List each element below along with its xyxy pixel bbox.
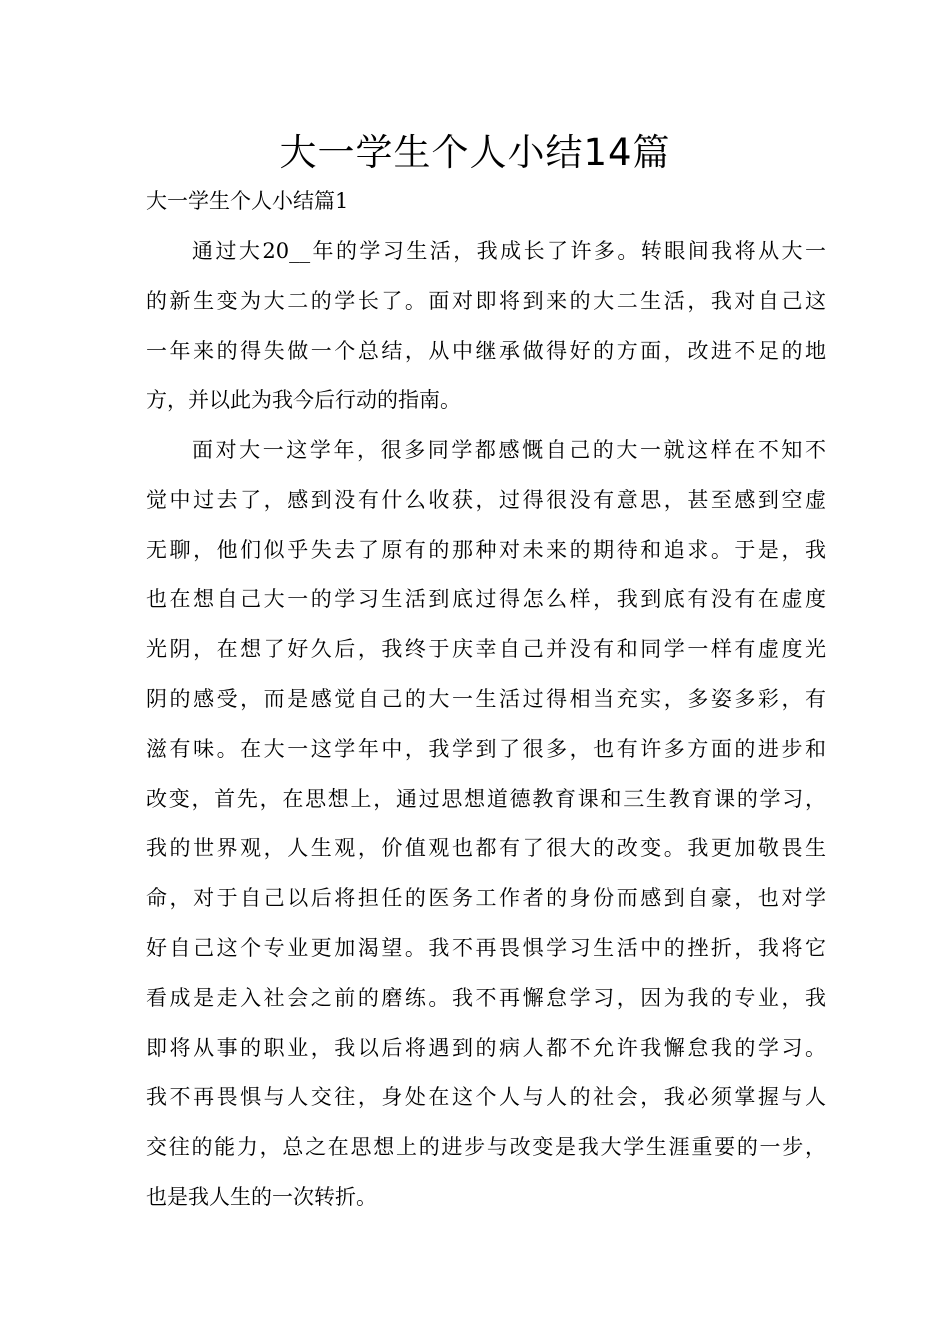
paragraph-line: 即将从事的职业，我以后将遇到的病人都不允许我懈怠我的学习。 <box>146 1035 826 1060</box>
paragraph-line: 阴的感受，而是感觉自己的大一生活过得相当充实，多姿多彩，有 <box>146 686 826 711</box>
paragraph-line: 滋有味。在大一这学年中，我学到了很多，也有许多方面的进步和 <box>146 736 826 761</box>
paragraph-line: 无聊，他们似乎失去了原有的那种对未来的期待和追求。于是，我 <box>146 537 826 562</box>
paragraph-1 <box>146 227 826 426</box>
paragraph-line: 一年来的得失做一个总结，从中继承做得好的方面，改进不足的地 <box>146 338 826 363</box>
paragraph-line: 方，并以此为我今后行动的指南。 <box>146 388 461 413</box>
paragraph-line: 我不再畏惧与人交往，身处在这个人与人的社会，我必须掌握与人 <box>146 1085 826 1110</box>
paragraph-line: 我的世界观，人生观，价值观也都有了很大的改变。我更加敬畏生 <box>146 836 826 861</box>
document-title: 大一学生个人小结14篇 <box>279 131 671 174</box>
paragraph-line: 觉中过去了，感到没有什么收获，过得很没有意思，甚至感到空虚 <box>146 487 826 512</box>
section-heading: 大一学生个人小结篇1 <box>146 189 349 213</box>
paragraph-line: 面对大一这学年，很多同学都感慨自己的大一就这样在不知不 <box>192 438 826 462</box>
paragraph-line: 命，对于自己以后将担任的医务工作者的身份而感到自豪，也对学 <box>146 886 826 911</box>
paragraph-line: 通过大20__年的学习生活，我成长了许多。转眼间我将从大一 <box>192 239 826 263</box>
paragraph-line: 光阴，在想了好久后，我终于庆幸自己并没有和同学一样有虚度光 <box>146 637 826 662</box>
paragraph-line: 改变，首先，在思想上，通过思想道德教育课和三生教育课的学习， <box>146 786 826 811</box>
paragraph-line: 也在想自己大一的学习生活到底过得怎么样，我到底有没有在虚度 <box>146 587 826 612</box>
paragraph-line: 也是我人生的一次转折。 <box>146 1184 377 1209</box>
paragraph-line: 的新生变为大二的学长了。面对即将到来的大二生活，我对自己这 <box>146 288 826 313</box>
paragraph-line: 好自己这个专业更加渴望。我不再畏惧学习生活中的挫折，我将它 <box>146 935 826 960</box>
paragraph-2 <box>146 426 826 1223</box>
paragraph-line: 交往的能力，总之在思想上的进步与改变是我大学生涯重要的一步， <box>146 1135 826 1160</box>
paragraph-line: 看成是走入社会之前的磨练。我不再懈怠学习，因为我的专业，我 <box>146 985 826 1010</box>
